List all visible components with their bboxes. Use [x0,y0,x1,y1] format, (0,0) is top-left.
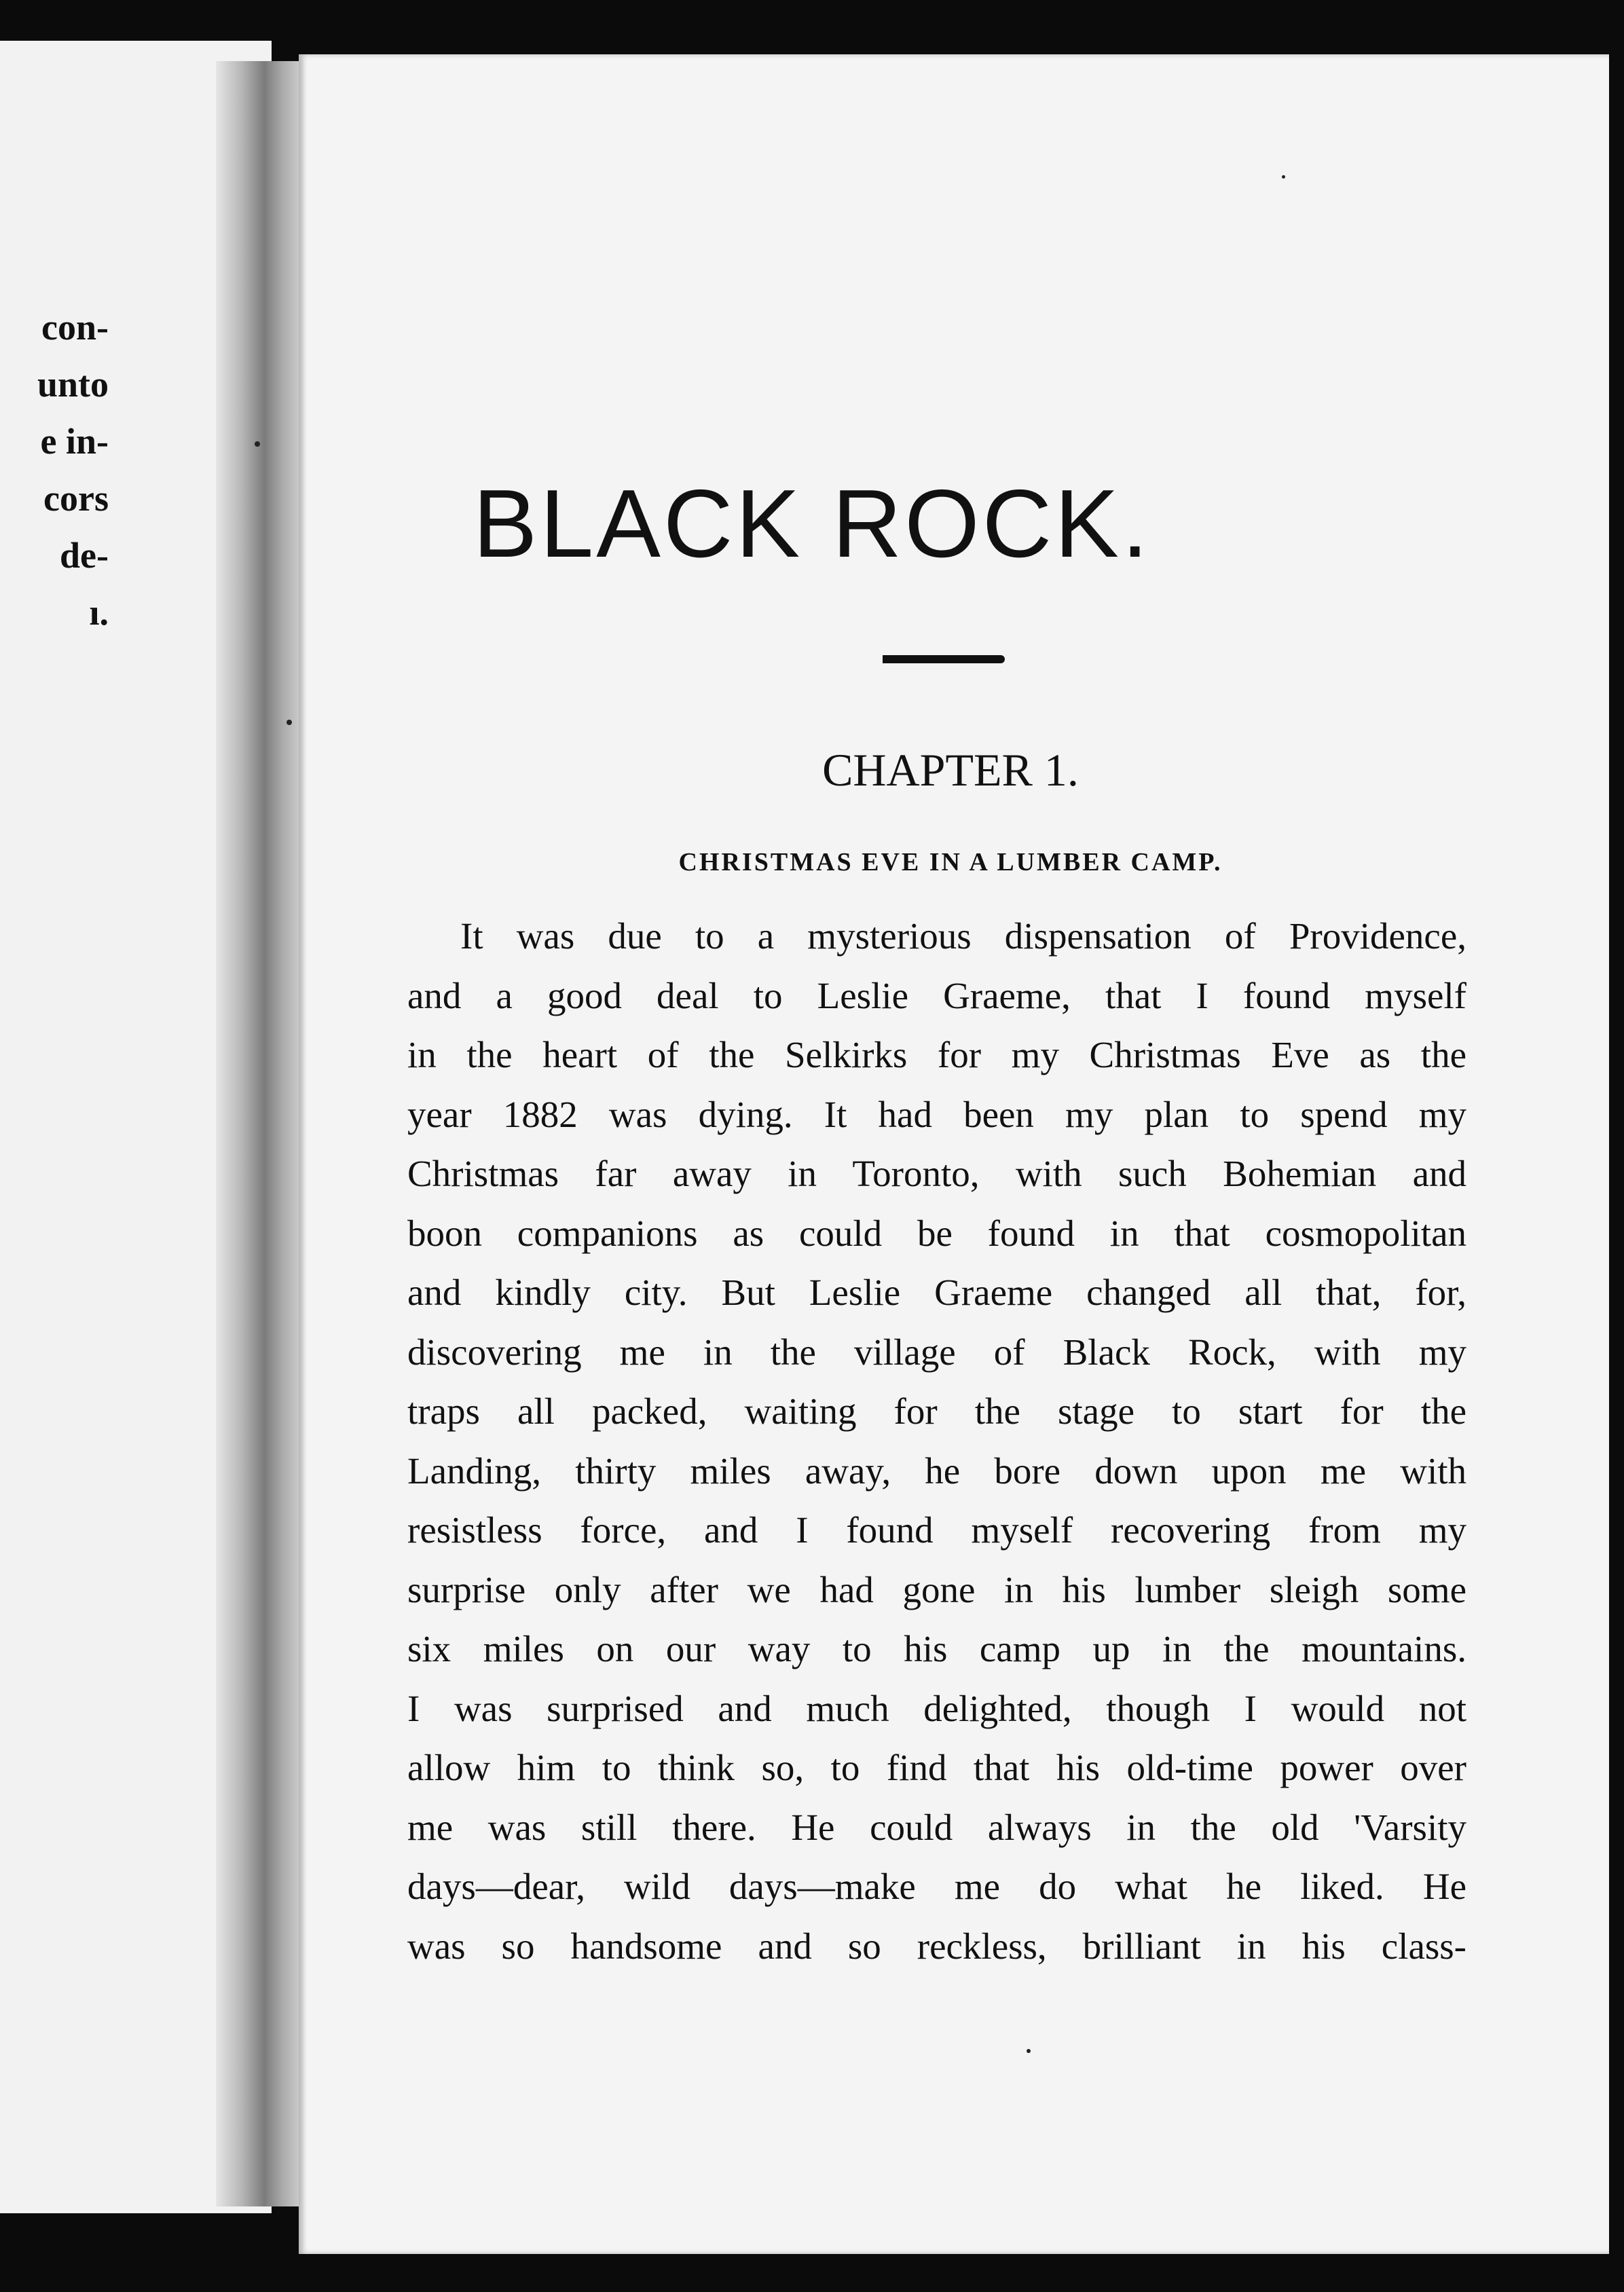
text-line: allow him to think so, to find that his old-time power over [407,1747,1466,1788]
text-line: surprise only after we had gone in his lumber sleigh some [407,1568,1466,1610]
left-fragment: e in- [40,421,109,462]
text-line: resistless force, and I found myself recovering from my [407,1509,1466,1551]
text-line: It was due to a mysterious dispensation of Providence, [460,915,1466,957]
scan-speck [1282,175,1285,179]
text-line: and a good deal to Leslie Graeme, that I found myself [407,974,1466,1016]
chapter-subtitle: CHRISTMAS EVE IN A LUMBER CAMP. [678,848,1223,876]
scan-speck [287,720,292,725]
text-line: boon companions as could be found in that cosmopolitan [407,1212,1466,1254]
left-fragment: ı. [89,592,109,633]
scan-speck [1027,2049,1031,2053]
text-line: traps all packed, waiting for the stage to start for the [407,1390,1466,1432]
book-title: BLACK ROCK. [473,470,1151,578]
left-fragment: cors [43,478,109,519]
book-gutter [216,61,304,2206]
scan-speck [255,441,260,447]
text-line: discovering me in the village of Black Rock, with my [407,1331,1466,1373]
text-line: in the heart of the Selkirks for my Christmas Eve as the [407,1034,1466,1075]
text-line: and kindly city. But Leslie Graeme changed all that, for, [407,1272,1466,1313]
text-line: I was surprised and much delighted, though I would not [407,1687,1466,1729]
text-line: six miles on our way to his camp up in the mountains. [407,1628,1466,1669]
title-divider [883,655,1005,663]
left-fragment: unto [37,364,109,405]
text-line: year 1882 was dying. It had been my plan to spend my [407,1093,1466,1135]
text-line: was so handsome and so reckless, brilliant in his class- [407,1925,1466,1967]
text-line: days—dear, wild days—make me do what he liked. He [407,1866,1466,1907]
left-fragment: con- [41,307,109,348]
text-line: Landing, thirty miles away, he bore down upon me with [407,1449,1466,1492]
left-fragment: de- [60,535,109,576]
chapter-body [407,906,1466,1976]
text-line: Christmas far away in Toronto, with such Bohemian and [407,1153,1466,1194]
chapter-heading: CHAPTER 1. [822,744,1079,796]
text-line: me was still there. He could always in the old 'Varsity [407,1806,1466,1848]
